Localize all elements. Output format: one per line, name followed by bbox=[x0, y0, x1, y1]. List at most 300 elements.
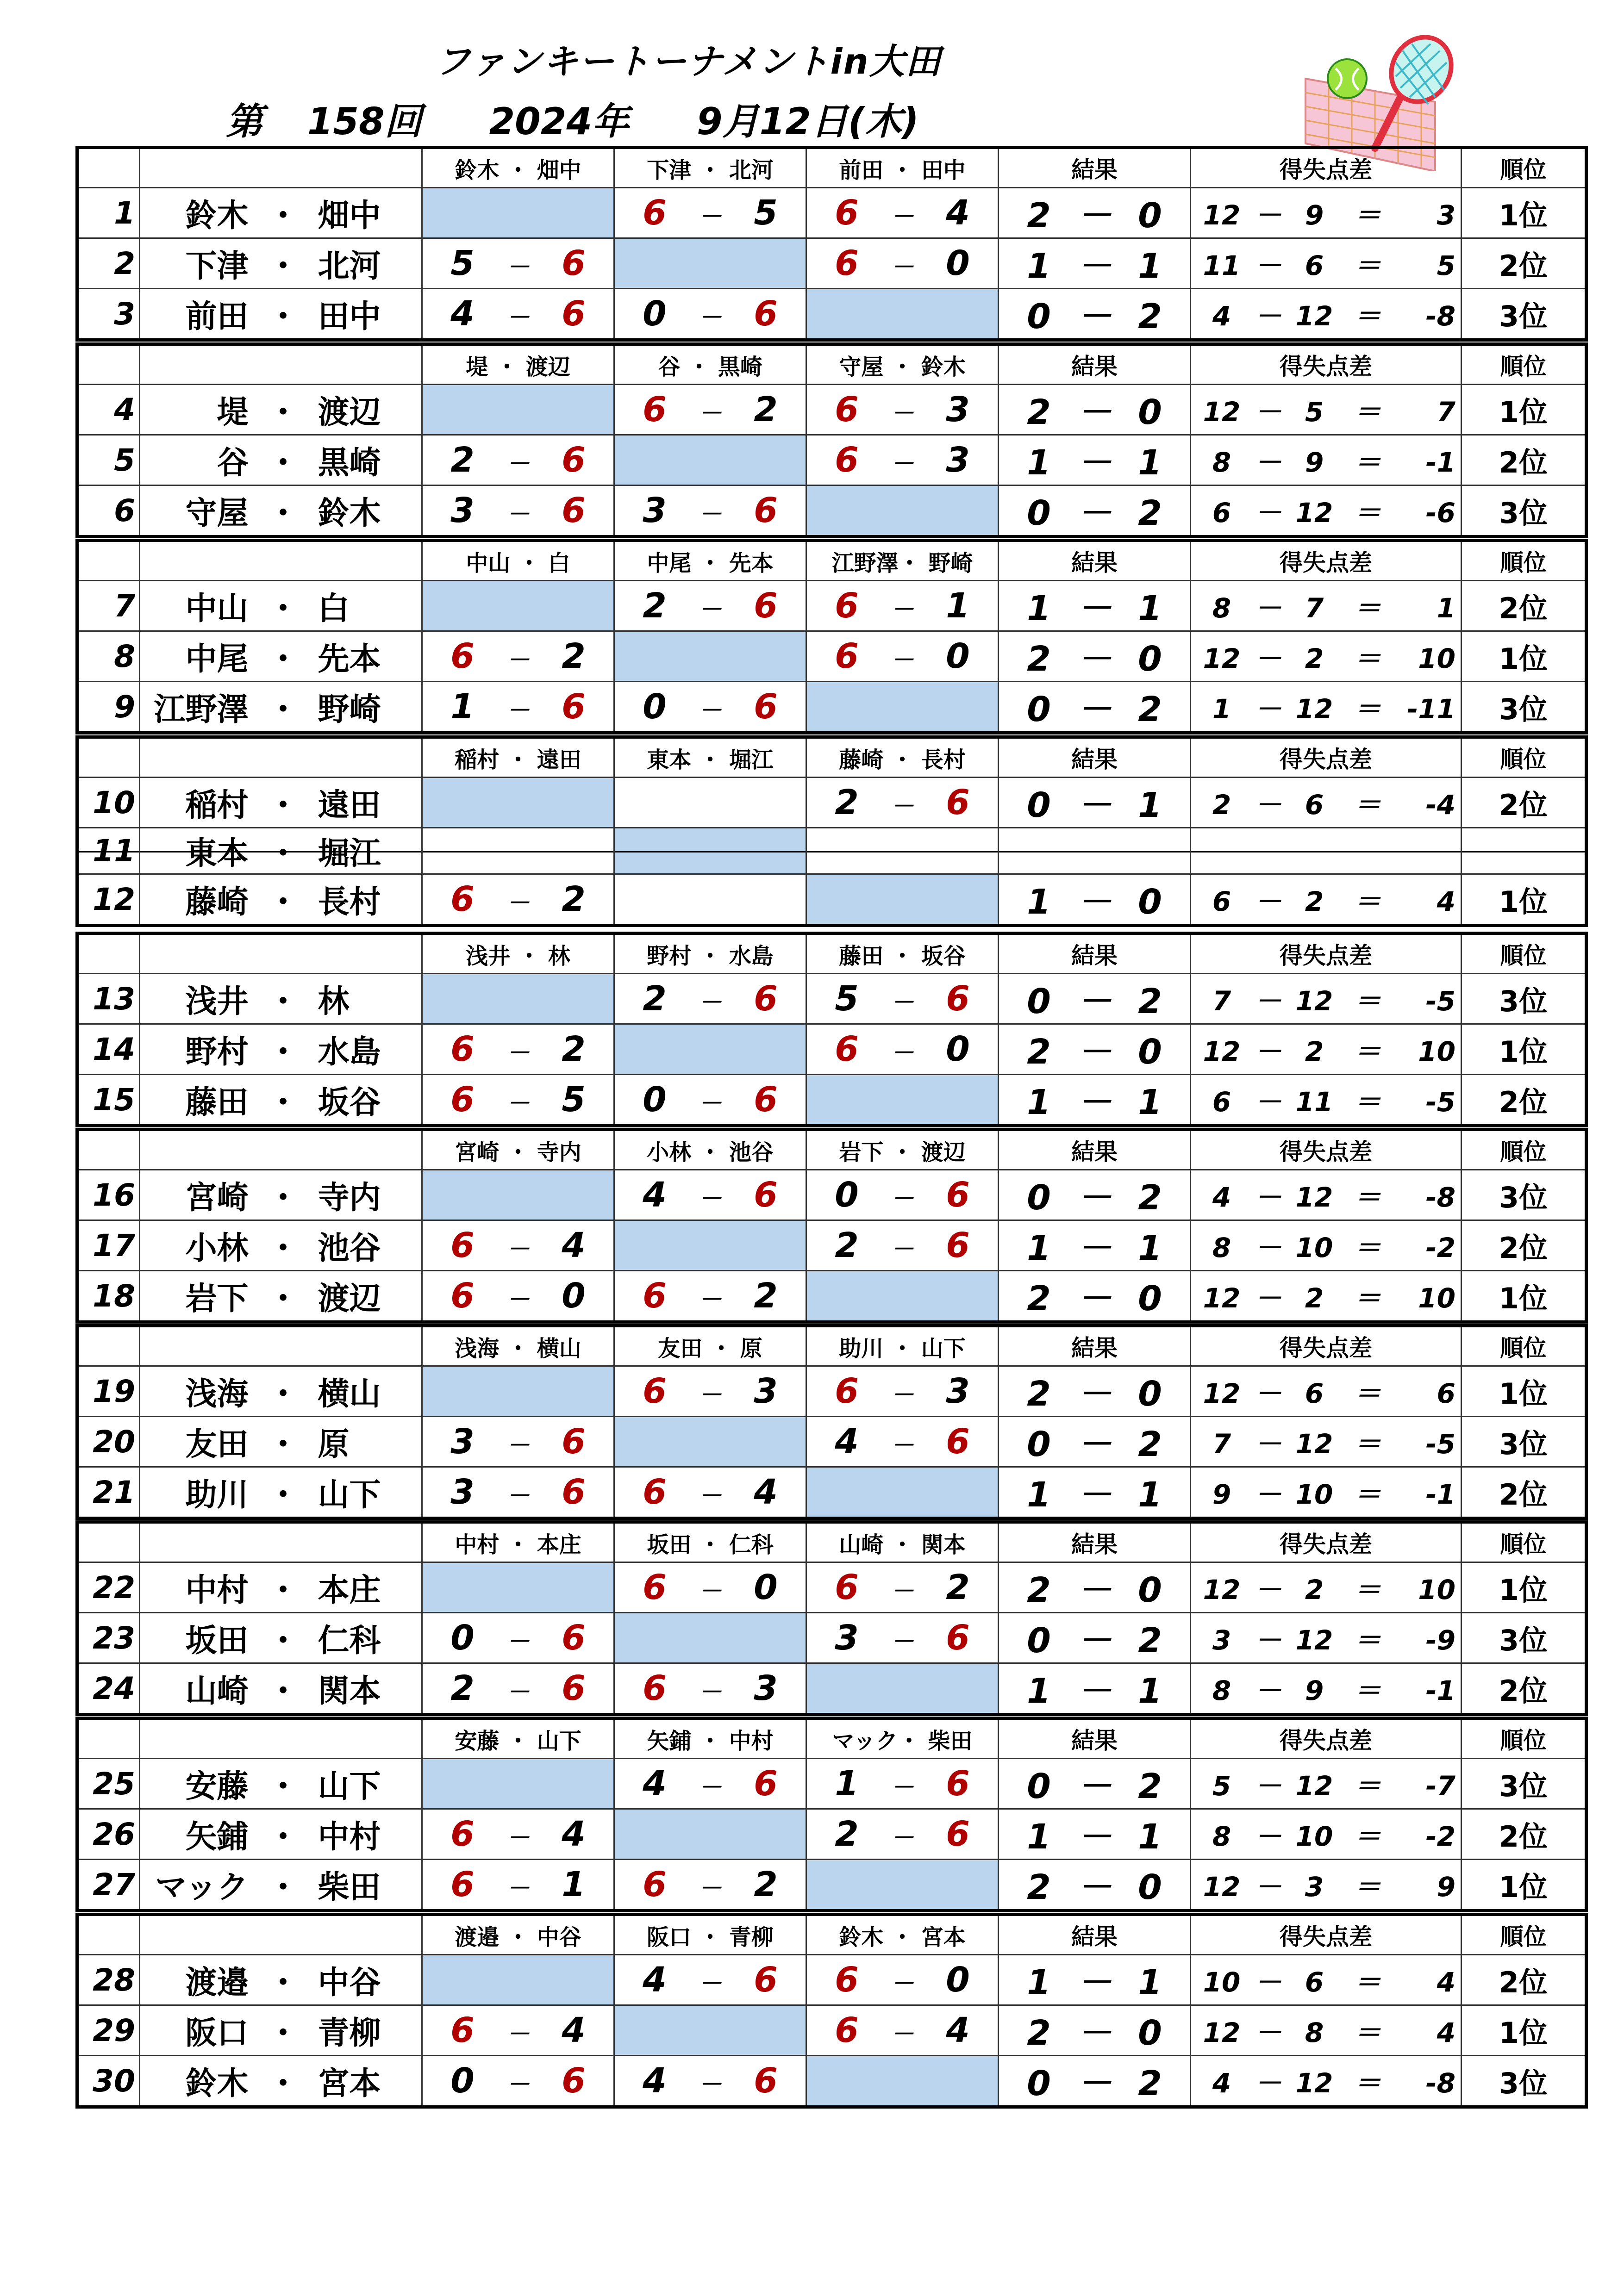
rank: 1位 bbox=[1462, 188, 1587, 238]
equals-sign: ＝ bbox=[1354, 1378, 1381, 1409]
equals-sign: ＝ bbox=[1354, 1770, 1381, 1802]
minus-sign: － bbox=[1254, 1770, 1281, 1802]
points-against: 12 bbox=[1295, 2067, 1333, 2099]
wins: 2 bbox=[1027, 196, 1051, 236]
wins: 2 bbox=[1027, 1570, 1051, 1610]
team-number: 28 bbox=[77, 1955, 140, 2005]
match-score bbox=[806, 435, 999, 485]
win-loss-result bbox=[999, 1613, 1191, 1663]
match-score bbox=[422, 1613, 614, 1663]
name-separator: ・ bbox=[267, 1964, 299, 2001]
pair-header: 阪口 ・ 青柳 bbox=[614, 1915, 806, 1955]
score-own: 6 bbox=[450, 1276, 475, 1316]
team-number: 26 bbox=[77, 1809, 140, 1860]
score-dash: － bbox=[891, 647, 914, 673]
equals-sign: ＝ bbox=[1354, 1821, 1381, 1852]
player-1-name: 稲村 bbox=[185, 787, 249, 824]
win-loss-result bbox=[999, 385, 1191, 435]
minus-sign: － bbox=[1254, 1675, 1281, 1706]
rank: 2位 bbox=[1462, 1663, 1587, 1715]
result-dash: － bbox=[1077, 1083, 1112, 1122]
self-match-cell bbox=[422, 385, 614, 435]
team-name bbox=[140, 1613, 422, 1663]
score-own: 6 bbox=[643, 1865, 667, 1904]
point-difference bbox=[1191, 1562, 1462, 1613]
minus-sign: － bbox=[1254, 592, 1281, 624]
result-dash: － bbox=[1077, 1374, 1112, 1414]
minus-sign: － bbox=[1254, 497, 1281, 529]
point-difference bbox=[1191, 1759, 1462, 1809]
equals-sign: ＝ bbox=[1354, 2017, 1381, 2048]
score-opponent: 1 bbox=[562, 1865, 586, 1904]
score-dash: － bbox=[506, 1679, 530, 1705]
score-dash: － bbox=[891, 1432, 914, 1459]
header-cell-empty bbox=[140, 148, 422, 188]
rank: 1位 bbox=[1462, 1860, 1587, 1911]
points-for: 12 bbox=[1203, 1574, 1241, 1605]
rank-header: 順位 bbox=[1462, 1326, 1587, 1366]
rank: 2位 bbox=[1462, 1809, 1587, 1860]
point-difference bbox=[1191, 2056, 1462, 2107]
player-2-name: 白 bbox=[318, 590, 350, 627]
minus-sign: － bbox=[1254, 447, 1281, 478]
team-number: 20 bbox=[77, 1417, 140, 1467]
score-own: 6 bbox=[835, 390, 859, 429]
score-dash: － bbox=[699, 1875, 722, 1902]
score-opponent: 2 bbox=[562, 879, 586, 919]
header-cell-empty bbox=[140, 1326, 422, 1366]
team-name bbox=[140, 289, 422, 340]
net-points: -5 bbox=[1425, 1428, 1455, 1460]
rank-header: 順位 bbox=[1462, 933, 1587, 974]
player-2-name: 山下 bbox=[318, 1476, 381, 1513]
result-dash: － bbox=[1077, 1867, 1112, 1907]
score-own: 2 bbox=[643, 979, 667, 1019]
player-2-name: 青柳 bbox=[318, 2015, 381, 2052]
score-own: 0 bbox=[450, 2061, 475, 2101]
equals-sign: ＝ bbox=[1354, 447, 1381, 478]
score-own: 3 bbox=[450, 491, 475, 530]
team-row bbox=[77, 289, 1587, 340]
event-year: 2024年 bbox=[489, 100, 630, 143]
self-match-cell bbox=[422, 1366, 614, 1417]
win-loss-result bbox=[999, 1467, 1191, 1518]
result-dash: － bbox=[1077, 982, 1112, 1021]
match-score bbox=[614, 289, 806, 340]
result-dash: － bbox=[1077, 443, 1112, 483]
score-dash: － bbox=[699, 400, 722, 427]
result-dash: － bbox=[1077, 1817, 1112, 1857]
team-number: 27 bbox=[77, 1860, 140, 1911]
team-number: 11 bbox=[77, 828, 140, 874]
header-cell-empty bbox=[140, 737, 422, 778]
match-score bbox=[806, 2005, 999, 2056]
rank: 3位 bbox=[1462, 2056, 1587, 2107]
score-dash: － bbox=[506, 1628, 530, 1655]
points-against: 5 bbox=[1305, 396, 1324, 428]
match-score bbox=[806, 188, 999, 238]
match-score bbox=[806, 385, 999, 435]
wins: 0 bbox=[1027, 982, 1051, 1021]
player-1-name: 助川 bbox=[185, 1476, 249, 1513]
points-for: 5 bbox=[1212, 1770, 1231, 1802]
net-points: 3 bbox=[1437, 199, 1455, 231]
result-dash: － bbox=[1077, 493, 1112, 533]
score-dash: － bbox=[891, 2021, 914, 2047]
name-separator: ・ bbox=[267, 1230, 299, 1267]
player-1-name: 岩下 bbox=[185, 1280, 249, 1317]
score-own: 6 bbox=[450, 879, 475, 919]
self-match-cell bbox=[614, 631, 806, 682]
match-score bbox=[614, 1170, 806, 1220]
score-dash: － bbox=[699, 501, 722, 528]
result-header: 結果 bbox=[999, 1326, 1191, 1366]
equals-sign: ＝ bbox=[1354, 1675, 1381, 1706]
net-points: -8 bbox=[1425, 2067, 1455, 2099]
header-cell-empty bbox=[77, 1915, 140, 1955]
score-own: 6 bbox=[643, 1371, 667, 1411]
win-loss-result bbox=[999, 581, 1191, 631]
player-1-name: 鈴木 bbox=[185, 197, 249, 234]
player-1-name: 宮崎 bbox=[185, 1179, 249, 1216]
player-2-name: 柴田 bbox=[318, 1869, 381, 1906]
score-own: 6 bbox=[450, 1226, 475, 1265]
points-for: 6 bbox=[1212, 497, 1231, 529]
header-cell-empty bbox=[140, 1718, 422, 1759]
win-loss-result bbox=[999, 1759, 1191, 1809]
score-own: 6 bbox=[450, 1029, 475, 1069]
net-points: 7 bbox=[1437, 396, 1455, 428]
self-match-cell bbox=[614, 1417, 806, 1467]
result-header: 結果 bbox=[999, 1915, 1191, 1955]
name-separator: ・ bbox=[267, 641, 299, 678]
score-own: 4 bbox=[643, 2061, 667, 2101]
score-own: 0 bbox=[450, 1618, 475, 1658]
losses: 0 bbox=[1138, 1279, 1162, 1319]
score-opponent: 6 bbox=[562, 1472, 586, 1512]
name-separator: ・ bbox=[267, 1033, 299, 1070]
header-cell-empty bbox=[77, 541, 140, 581]
score-opponent: 0 bbox=[946, 1960, 970, 2000]
player-1-name: 阪口 bbox=[185, 2015, 249, 2052]
points-against: 2 bbox=[1305, 1282, 1324, 1314]
point-difference bbox=[1191, 1271, 1462, 1322]
net-points: -7 bbox=[1425, 1770, 1455, 1802]
team-name bbox=[140, 1860, 422, 1911]
team-number: 14 bbox=[77, 1024, 140, 1075]
group-header-row bbox=[77, 1130, 1587, 1170]
group-table bbox=[75, 932, 1588, 1127]
pair-header: 渡邉 ・ 中谷 bbox=[422, 1915, 614, 1955]
score-dash: － bbox=[506, 304, 530, 331]
header-cell-empty bbox=[77, 344, 140, 385]
score-opponent: 6 bbox=[754, 1764, 778, 1804]
points-against: 2 bbox=[1305, 1574, 1324, 1605]
minus-sign: － bbox=[1254, 1378, 1281, 1409]
score-dash: － bbox=[891, 1824, 914, 1851]
point-difference bbox=[1191, 289, 1462, 340]
group-header-row bbox=[77, 148, 1587, 188]
score-dash: － bbox=[506, 890, 530, 916]
player-1-name: 浅井 bbox=[185, 983, 249, 1020]
match-score bbox=[614, 485, 806, 537]
self-match-cell bbox=[614, 1024, 806, 1075]
score-dash: － bbox=[891, 596, 914, 623]
pair-header: 藤崎 ・ 長村 bbox=[806, 737, 999, 778]
points-for: 8 bbox=[1212, 1821, 1231, 1852]
equals-sign: ＝ bbox=[1354, 1574, 1381, 1605]
rank: 3位 bbox=[1462, 1417, 1587, 1467]
match-score bbox=[422, 682, 614, 733]
result-dash: － bbox=[1077, 589, 1112, 628]
match-score bbox=[806, 1955, 999, 2005]
self-match-cell bbox=[614, 828, 806, 874]
wins: 0 bbox=[1027, 1178, 1051, 1218]
player-2-name: 堀江 bbox=[318, 835, 381, 872]
points-for: 12 bbox=[1203, 1871, 1241, 1903]
player-1-name: 矢鋪 bbox=[185, 1818, 249, 1855]
points-for: 11 bbox=[1203, 250, 1241, 281]
score-own: 4 bbox=[643, 1175, 667, 1215]
team-name bbox=[140, 1220, 422, 1271]
match-score bbox=[422, 1075, 614, 1126]
win-loss-result bbox=[999, 1075, 1191, 1126]
equals-sign: ＝ bbox=[1354, 1871, 1381, 1903]
score-own: 6 bbox=[835, 1029, 859, 1069]
minus-sign: － bbox=[1254, 396, 1281, 428]
pair-header: マック・ 柴田 bbox=[806, 1718, 999, 1759]
score-own: 6 bbox=[450, 2010, 475, 2050]
self-match-cell bbox=[806, 1663, 999, 1715]
result-header: 結果 bbox=[999, 344, 1191, 385]
win-loss-result bbox=[999, 238, 1191, 289]
match-score bbox=[806, 238, 999, 289]
losses: 1 bbox=[1138, 443, 1162, 483]
pair-header: 助川 ・ 山下 bbox=[806, 1326, 999, 1366]
losses: 0 bbox=[1138, 196, 1162, 236]
pair-header: 中村 ・ 本庄 bbox=[422, 1522, 614, 1562]
team-row bbox=[77, 1809, 1587, 1860]
group-header-row bbox=[77, 1915, 1587, 1955]
wins: 1 bbox=[1027, 1083, 1051, 1122]
team-row bbox=[77, 238, 1587, 289]
point-difference bbox=[1191, 1366, 1462, 1417]
wins: 0 bbox=[1027, 1767, 1051, 1806]
result-header: 結果 bbox=[999, 1130, 1191, 1170]
score-opponent: 6 bbox=[562, 243, 586, 283]
rank: 2位 bbox=[1462, 1220, 1587, 1271]
score-own: 5 bbox=[835, 979, 859, 1019]
diff-header: 得失点差 bbox=[1191, 1326, 1462, 1366]
match-score bbox=[422, 1809, 614, 1860]
pair-header: 浅井 ・ 林 bbox=[422, 933, 614, 974]
score-opponent: 4 bbox=[562, 2010, 586, 2050]
team-name bbox=[140, 778, 422, 828]
result-dash: － bbox=[1077, 1621, 1112, 1661]
score-own: 6 bbox=[835, 193, 859, 233]
net-points: -2 bbox=[1425, 1232, 1455, 1263]
score-opponent: 3 bbox=[946, 1371, 970, 1411]
losses: 1 bbox=[1138, 1817, 1162, 1857]
score-dash: － bbox=[506, 2071, 530, 2098]
equals-sign: ＝ bbox=[1354, 497, 1381, 529]
pair-header: 前田 ・ 田中 bbox=[806, 148, 999, 188]
match-score bbox=[614, 581, 806, 631]
losses: 2 bbox=[1138, 1178, 1162, 1218]
match-score bbox=[422, 1467, 614, 1518]
team-number: 17 bbox=[77, 1220, 140, 1271]
player-2-name: 中谷 bbox=[318, 1964, 381, 2001]
score-own: 3 bbox=[643, 491, 667, 530]
team-row bbox=[77, 631, 1587, 682]
score-opponent: 3 bbox=[754, 1371, 778, 1411]
player-2-name: 関本 bbox=[318, 1673, 381, 1710]
minus-sign: － bbox=[1254, 1282, 1281, 1314]
player-1-name: 谷 bbox=[217, 444, 249, 481]
points-against: 6 bbox=[1305, 1378, 1324, 1409]
team-row bbox=[77, 1220, 1587, 1271]
losses: 1 bbox=[1138, 246, 1162, 286]
point-difference bbox=[1191, 435, 1462, 485]
rank: 1位 bbox=[1462, 631, 1587, 682]
self-match-cell bbox=[422, 1759, 614, 1809]
equals-sign: ＝ bbox=[1354, 693, 1381, 725]
group-header-row bbox=[77, 1326, 1587, 1366]
team-name bbox=[140, 1562, 422, 1613]
point-difference bbox=[1191, 874, 1462, 926]
minus-sign: － bbox=[1254, 1036, 1281, 1067]
losses: 2 bbox=[1138, 1621, 1162, 1661]
points-against: 12 bbox=[1295, 1182, 1333, 1213]
score-dash: － bbox=[506, 697, 530, 724]
points-against: 9 bbox=[1305, 1675, 1324, 1706]
equals-sign: ＝ bbox=[1354, 1479, 1381, 1510]
name-separator: ・ bbox=[267, 835, 299, 872]
match-score bbox=[614, 778, 806, 828]
player-2-name: 中村 bbox=[318, 1818, 381, 1855]
group-header-row bbox=[77, 344, 1587, 385]
name-separator: ・ bbox=[267, 248, 299, 285]
points-for: 3 bbox=[1212, 1624, 1231, 1656]
minus-sign: － bbox=[1254, 1086, 1281, 1118]
score-dash: － bbox=[891, 1628, 914, 1655]
result-dash: － bbox=[1077, 639, 1112, 679]
team-name bbox=[140, 682, 422, 733]
score-opponent: 0 bbox=[946, 1029, 970, 1069]
minus-sign: － bbox=[1254, 2067, 1281, 2099]
player-1-name: 下津 bbox=[185, 248, 249, 285]
score-own: 6 bbox=[643, 1276, 667, 1316]
score-opponent: 6 bbox=[562, 687, 586, 727]
wins: 1 bbox=[1027, 589, 1051, 628]
score-own: 6 bbox=[835, 1568, 859, 1607]
result-dash: － bbox=[1077, 246, 1112, 286]
points-against: 9 bbox=[1305, 447, 1324, 478]
pair-header: 鈴木 ・ 畑中 bbox=[422, 148, 614, 188]
result-dash: － bbox=[1077, 882, 1112, 922]
minus-sign: － bbox=[1254, 250, 1281, 281]
wins: 1 bbox=[1027, 882, 1051, 922]
rank-header: 順位 bbox=[1462, 1130, 1587, 1170]
rank: 3位 bbox=[1462, 682, 1587, 733]
tennis-ball-icon bbox=[1328, 59, 1367, 98]
score-dash: － bbox=[699, 1185, 722, 1212]
rank: 3位 bbox=[1462, 1759, 1587, 1809]
event-date-line bbox=[226, 92, 919, 145]
score-dash: － bbox=[506, 2021, 530, 2047]
rank: 2位 bbox=[1462, 1955, 1587, 2005]
team-number: 2 bbox=[77, 238, 140, 289]
score-opponent: 6 bbox=[754, 1175, 778, 1215]
match-score bbox=[422, 1271, 614, 1322]
result-dash: － bbox=[1077, 1178, 1112, 1218]
round-prefix: 第 bbox=[226, 100, 263, 143]
score-opponent: 4 bbox=[562, 1226, 586, 1265]
losses: 1 bbox=[1138, 1671, 1162, 1711]
result-header: 結果 bbox=[999, 1522, 1191, 1562]
equals-sign: ＝ bbox=[1354, 199, 1381, 231]
name-separator: ・ bbox=[267, 1869, 299, 1906]
team-number: 3 bbox=[77, 289, 140, 340]
win-loss-result bbox=[999, 485, 1191, 537]
player-2-name: 田中 bbox=[318, 298, 381, 335]
wins: 1 bbox=[1027, 1963, 1051, 2003]
match-score bbox=[614, 1663, 806, 1715]
rank: 1位 bbox=[1462, 1562, 1587, 1613]
score-own: 4 bbox=[450, 294, 475, 334]
point-difference bbox=[1191, 1467, 1462, 1518]
match-score bbox=[422, 828, 614, 874]
score-own: 6 bbox=[835, 1960, 859, 2000]
player-2-name: 長村 bbox=[318, 884, 381, 921]
wins: 0 bbox=[1027, 785, 1051, 825]
net-points: -1 bbox=[1425, 447, 1455, 478]
net-points: 10 bbox=[1418, 643, 1455, 674]
result-dash: － bbox=[1077, 297, 1112, 336]
score-opponent: 6 bbox=[946, 1422, 970, 1462]
wins: 1 bbox=[1027, 1817, 1051, 1857]
name-separator: ・ bbox=[267, 2015, 299, 2052]
name-separator: ・ bbox=[267, 1768, 299, 1805]
score-own: 0 bbox=[835, 1175, 859, 1215]
score-dash: － bbox=[699, 1679, 722, 1705]
points-for: 12 bbox=[1203, 1282, 1241, 1314]
score-own: 6 bbox=[450, 1080, 475, 1120]
result-dash: － bbox=[1077, 1279, 1112, 1319]
rank: 1位 bbox=[1462, 2005, 1587, 2056]
player-1-name: 藤崎 bbox=[185, 884, 249, 921]
win-loss-result bbox=[999, 1170, 1191, 1220]
rank: 1位 bbox=[1462, 385, 1587, 435]
player-1-name: 小林 bbox=[185, 1230, 249, 1267]
net-points: -2 bbox=[1425, 1821, 1455, 1852]
pair-header: 小林 ・ 池谷 bbox=[614, 1130, 806, 1170]
team-row bbox=[77, 2005, 1587, 2056]
win-loss-result bbox=[999, 1860, 1191, 1911]
self-match-cell bbox=[422, 1170, 614, 1220]
result-dash: － bbox=[1077, 1570, 1112, 1610]
wins: 0 bbox=[1027, 297, 1051, 336]
pair-header: 岩下 ・ 渡辺 bbox=[806, 1130, 999, 1170]
team-number: 13 bbox=[77, 974, 140, 1024]
result-dash: － bbox=[1077, 1767, 1112, 1806]
diff-header: 得失点差 bbox=[1191, 148, 1462, 188]
result-dash: － bbox=[1077, 392, 1112, 432]
minus-sign: － bbox=[1254, 789, 1281, 821]
header-cell-empty bbox=[140, 1130, 422, 1170]
result-dash: － bbox=[1077, 2013, 1112, 2053]
header-cell-empty bbox=[77, 737, 140, 778]
